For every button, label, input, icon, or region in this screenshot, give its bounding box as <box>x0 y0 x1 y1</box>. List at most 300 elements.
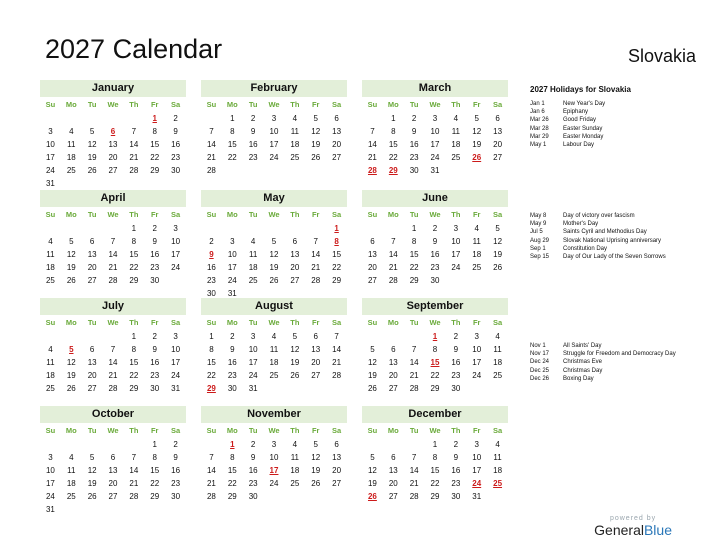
weekday-label: Tu <box>409 100 419 109</box>
week-row <box>40 451 186 464</box>
day-cell: 2 <box>173 440 178 449</box>
weekday-label: Tu <box>248 100 258 109</box>
holiday-date: Jan 1 <box>530 101 545 107</box>
weekday-label: Sa <box>331 426 342 435</box>
weekday-label: Fr <box>311 210 320 219</box>
holiday-date: Dec 25 <box>530 367 550 374</box>
holiday-row <box>530 116 680 124</box>
day-cell: 19 <box>311 466 321 475</box>
day-cell <box>201 222 222 235</box>
day-cell <box>404 438 425 451</box>
day-cell <box>404 330 425 343</box>
holiday-name: Labour Day <box>563 142 595 149</box>
day-cell: 8 <box>411 237 417 246</box>
day-cell: 28 <box>206 492 216 501</box>
day-cell: 22 <box>430 479 440 488</box>
day-cell: 7 <box>313 237 318 246</box>
weekday-label: Sa <box>170 210 181 219</box>
weekday-label: We <box>107 318 119 327</box>
day-cell: 26 <box>87 166 97 175</box>
day-cell: 27 <box>388 492 398 501</box>
day-cell: 4 <box>250 237 256 246</box>
day-cell: 14 <box>206 140 216 149</box>
day-cell: 19 <box>66 263 76 272</box>
weekday-header <box>362 207 508 222</box>
holiday-day-cell: 24 <box>472 479 482 488</box>
day-cell: 14 <box>129 140 139 149</box>
day-cell: 10 <box>269 453 279 462</box>
day-cell: 26 <box>493 263 503 272</box>
weekday-label: Mo <box>387 210 399 219</box>
day-cell: 4 <box>48 237 53 246</box>
day-cell: 30 <box>150 384 160 393</box>
day-cell: 16 <box>248 466 258 475</box>
day-cell: 23 <box>451 479 461 488</box>
day-cell: 7 <box>411 345 417 354</box>
day-cell: 4 <box>69 127 74 136</box>
holiday-row <box>530 212 680 220</box>
day-cell: 12 <box>87 466 97 475</box>
holiday-name: Day of victory over fascism <box>563 213 635 219</box>
month-april <box>40 190 186 287</box>
day-cell: 3 <box>173 332 178 341</box>
day-cell <box>383 222 404 235</box>
day-cell: 15 <box>409 250 419 259</box>
day-cell: 14 <box>388 250 398 259</box>
day-cell: 20 <box>388 479 398 488</box>
day-cell: 9 <box>230 345 235 354</box>
weekday-label: Th <box>290 210 300 219</box>
weekday-label: Fr <box>472 210 481 219</box>
day-cell: 7 <box>334 332 339 341</box>
holiday-name: Epiphany <box>563 109 589 116</box>
weekday-label: Th <box>290 426 300 435</box>
holiday-day-cell: 29 <box>388 166 398 175</box>
day-cell: 28 <box>108 276 118 285</box>
weekday-label: Sa <box>331 210 342 219</box>
day-cell: 21 <box>311 263 321 272</box>
day-cell: 31 <box>430 166 440 175</box>
day-cell: 12 <box>367 358 377 367</box>
day-cell: 29 <box>150 492 160 501</box>
weekday-label: Fr <box>311 318 320 327</box>
day-cell: 13 <box>367 250 377 259</box>
day-cell: 9 <box>432 237 438 246</box>
day-cell: 26 <box>66 276 76 285</box>
week-row <box>201 464 347 477</box>
holiday-name: Saints Cyril and Methodius Day <box>563 229 647 236</box>
day-cell: 27 <box>87 384 97 393</box>
weekday-label: Fr <box>311 426 320 435</box>
holiday-name: Mother's Day <box>563 221 599 228</box>
day-cell: 31 <box>45 179 55 188</box>
day-cell: 2 <box>152 224 157 233</box>
day-cell: 10 <box>171 237 181 246</box>
day-cell: 13 <box>108 466 118 475</box>
weekday-label: Sa <box>492 210 503 219</box>
day-cell: 26 <box>311 479 321 488</box>
day-cell: 23 <box>409 153 419 162</box>
weekday-label: Mo <box>387 100 399 109</box>
day-cell: 23 <box>248 153 258 162</box>
day-cell: 3 <box>48 453 53 462</box>
weekday-label: Sa <box>492 318 503 327</box>
day-cell: 25 <box>269 371 279 380</box>
day-cell: 11 <box>493 453 502 462</box>
day-cell: 5 <box>271 237 277 246</box>
day-cell: 8 <box>152 453 157 462</box>
weekday-label: We <box>268 100 280 109</box>
week-row <box>40 274 186 287</box>
day-cell <box>264 382 285 395</box>
holiday-row <box>530 245 680 253</box>
day-cell: 1 <box>432 440 438 449</box>
week-row <box>40 356 186 369</box>
day-cell: 11 <box>269 345 279 354</box>
day-cell <box>383 330 404 343</box>
week-row <box>362 490 508 503</box>
day-cell: 19 <box>367 479 377 488</box>
day-cell <box>243 164 264 177</box>
day-cell: 20 <box>108 153 118 162</box>
holiday-day-cell: 17 <box>269 466 279 475</box>
day-cell: 26 <box>311 153 321 162</box>
day-cell: 24 <box>227 276 237 285</box>
week-row <box>201 382 347 395</box>
day-cell <box>123 503 144 516</box>
day-cell: 5 <box>89 127 95 136</box>
holiday-date: Nov 17 <box>530 351 550 358</box>
holiday-row <box>530 358 680 366</box>
day-cell: 24 <box>248 371 258 380</box>
day-cell <box>40 438 61 451</box>
holiday-name: Christmas Day <box>563 367 603 374</box>
brand-name-part1: General <box>594 522 644 538</box>
day-cell: 17 <box>451 250 461 259</box>
week-row <box>40 369 186 382</box>
holiday-date: Mar 26 <box>530 117 549 124</box>
day-cell: 31 <box>171 384 181 393</box>
day-cell: 27 <box>108 492 118 501</box>
day-cell: 9 <box>152 237 157 246</box>
holiday-name: Boxing Day <box>563 375 594 382</box>
holiday-group <box>530 342 680 383</box>
weekday-label: Su <box>45 426 56 435</box>
day-cell: 28 <box>206 166 216 175</box>
day-cell: 22 <box>227 479 237 488</box>
weekday-label: Tu <box>409 210 419 219</box>
day-cell: 20 <box>367 263 377 272</box>
holiday-day-cell: 28 <box>367 166 377 175</box>
week-row <box>201 151 347 164</box>
month-name: April <box>40 190 186 207</box>
day-cell <box>305 382 326 395</box>
week-row <box>362 222 508 235</box>
day-cell: 23 <box>150 371 160 380</box>
day-cell: 7 <box>391 237 396 246</box>
day-cell: 19 <box>87 479 97 488</box>
day-cell: 30 <box>171 166 181 175</box>
day-cell <box>165 503 186 516</box>
day-cell: 19 <box>290 358 300 367</box>
day-cell: 20 <box>332 466 342 475</box>
weekday-label: Sa <box>170 100 181 109</box>
day-cell <box>144 503 165 516</box>
holiday-day-cell: 1 <box>432 332 438 341</box>
weekday-header <box>362 315 508 330</box>
day-cell: 6 <box>89 237 95 246</box>
day-cell: 19 <box>66 371 76 380</box>
week-row <box>40 235 186 248</box>
day-cell: 18 <box>248 263 258 272</box>
week-row <box>40 438 186 451</box>
day-cell: 24 <box>430 153 440 162</box>
day-cell: 21 <box>206 153 216 162</box>
day-cell <box>487 382 508 395</box>
day-cell: 13 <box>290 250 300 259</box>
holiday-date: Sep 1 <box>530 245 546 252</box>
day-cell: 31 <box>227 289 237 298</box>
day-cell: 1 <box>391 114 396 123</box>
week-row <box>40 125 186 138</box>
day-cell <box>61 222 82 235</box>
day-cell <box>466 382 487 395</box>
day-cell: 20 <box>388 371 398 380</box>
day-cell: 28 <box>129 166 139 175</box>
day-cell: 12 <box>472 127 482 136</box>
day-cell: 28 <box>332 371 342 380</box>
holiday-day-cell: 1 <box>334 224 339 233</box>
day-cell: 13 <box>332 127 342 136</box>
weekday-label: Su <box>206 426 217 435</box>
day-cell: 16 <box>150 250 160 259</box>
day-cell: 15 <box>227 466 237 475</box>
day-cell <box>264 222 285 235</box>
weekday-label: We <box>107 210 119 219</box>
holiday-date: May 1 <box>530 142 547 149</box>
day-cell <box>61 438 82 451</box>
month-march <box>362 80 508 177</box>
day-cell <box>103 438 124 451</box>
day-cell: 25 <box>472 263 482 272</box>
day-cell: 16 <box>451 358 461 367</box>
day-cell <box>61 503 82 516</box>
holiday-row <box>530 342 680 350</box>
month-february <box>201 80 347 177</box>
day-cell <box>61 177 82 190</box>
week-row <box>40 138 186 151</box>
holiday-row <box>530 100 680 108</box>
weekday-label: Fr <box>472 426 481 435</box>
day-cell <box>222 164 243 177</box>
week-row <box>201 343 347 356</box>
day-cell: 22 <box>430 371 440 380</box>
day-cell: 10 <box>269 127 279 136</box>
week-row <box>201 222 347 235</box>
day-cell <box>362 438 383 451</box>
day-cell: 14 <box>206 466 216 475</box>
day-cell: 7 <box>370 127 375 136</box>
day-cell: 7 <box>131 127 137 136</box>
day-cell: 25 <box>45 276 55 285</box>
day-cell: 25 <box>66 166 76 175</box>
day-cell <box>362 222 383 235</box>
day-cell: 27 <box>388 384 398 393</box>
weekday-label: Tu <box>87 426 97 435</box>
week-row <box>362 248 508 261</box>
weekday-header <box>201 423 347 438</box>
weekday-label: Su <box>367 426 378 435</box>
day-cell: 12 <box>311 127 321 136</box>
day-cell <box>284 222 305 235</box>
day-cell: 22 <box>332 263 342 272</box>
week-row <box>40 112 186 125</box>
day-cell <box>362 112 383 125</box>
day-cell: 20 <box>311 358 321 367</box>
day-cell: 21 <box>108 263 118 272</box>
day-cell: 23 <box>206 276 216 285</box>
day-cell: 29 <box>227 492 237 501</box>
weekday-label: Sa <box>492 100 503 109</box>
day-cell: 24 <box>269 153 279 162</box>
day-cell: 25 <box>290 479 300 488</box>
day-cell: 2 <box>230 332 235 341</box>
day-cell: 20 <box>87 371 97 380</box>
day-cell: 27 <box>87 276 97 285</box>
week-row <box>201 451 347 464</box>
day-cell: 11 <box>46 358 55 367</box>
day-cell: 20 <box>87 263 97 272</box>
day-cell: 13 <box>311 345 321 354</box>
holiday-date: Sep 15 <box>530 254 550 261</box>
month-name: February <box>201 80 347 97</box>
day-cell: 21 <box>367 153 377 162</box>
day-cell: 16 <box>409 140 419 149</box>
day-cell: 30 <box>451 492 461 501</box>
day-cell: 16 <box>227 358 237 367</box>
week-row <box>201 125 347 138</box>
day-cell: 2 <box>152 332 157 341</box>
day-cell: 26 <box>290 371 300 380</box>
day-cell <box>165 177 186 190</box>
day-cell: 21 <box>108 371 118 380</box>
day-cell: 15 <box>150 140 160 149</box>
day-cell <box>445 274 466 287</box>
weekday-label: Tu <box>87 318 97 327</box>
day-cell: 15 <box>388 140 398 149</box>
day-cell: 3 <box>271 114 277 123</box>
week-row <box>40 477 186 490</box>
holiday-date: Nov 1 <box>530 343 546 349</box>
weekday-label: Fr <box>472 318 481 327</box>
weekday-label: We <box>107 426 119 435</box>
holiday-group <box>530 100 680 149</box>
day-cell: 6 <box>334 114 339 123</box>
day-cell: 4 <box>292 440 298 449</box>
week-row <box>362 112 508 125</box>
weekday-label: Su <box>206 318 217 327</box>
day-cell: 4 <box>69 453 74 462</box>
day-cell: 14 <box>367 140 377 149</box>
day-cell: 5 <box>313 114 318 123</box>
brand-name-part2: Blue <box>643 522 672 538</box>
day-cell: 14 <box>311 250 321 259</box>
holiday-group <box>530 212 680 261</box>
day-cell: 5 <box>474 114 479 123</box>
week-row <box>201 490 347 503</box>
day-cell: 20 <box>493 140 503 149</box>
holiday-date: Mar 29 <box>530 133 549 140</box>
day-cell: 1 <box>411 224 417 233</box>
holiday-name: Good Friday <box>563 117 597 124</box>
holiday-day-cell: 26 <box>367 492 377 501</box>
day-cell: 26 <box>87 492 97 501</box>
weekday-label: Su <box>206 210 217 219</box>
weekday-label: Sa <box>331 100 342 109</box>
day-cell: 26 <box>367 384 377 393</box>
weekday-label: Tu <box>87 210 97 219</box>
day-cell: 24 <box>472 371 482 380</box>
day-cell: 29 <box>430 384 440 393</box>
weekday-header <box>40 423 186 438</box>
day-cell <box>305 222 326 235</box>
day-cell: 12 <box>367 466 377 475</box>
day-cell: 7 <box>411 453 417 462</box>
day-cell: 8 <box>230 453 235 462</box>
day-cell: 9 <box>250 453 256 462</box>
day-cell: 1 <box>131 224 137 233</box>
day-cell: 7 <box>209 127 214 136</box>
day-cell: 5 <box>313 440 318 449</box>
day-cell: 2 <box>453 332 459 341</box>
day-cell: 25 <box>451 153 461 162</box>
day-cell <box>82 112 103 125</box>
day-cell: 7 <box>110 345 116 354</box>
week-row <box>201 112 347 125</box>
holiday-date: Jul 5 <box>530 229 543 236</box>
weekday-label: Sa <box>331 318 342 327</box>
day-cell: 1 <box>230 114 235 123</box>
day-cell: 25 <box>45 384 55 393</box>
week-row <box>40 343 186 356</box>
holiday-row <box>530 108 680 116</box>
day-cell: 1 <box>131 332 137 341</box>
day-cell: 18 <box>290 466 300 475</box>
day-cell: 26 <box>66 384 76 393</box>
month-name: March <box>362 80 508 97</box>
week-row <box>40 464 186 477</box>
day-cell: 20 <box>108 479 118 488</box>
day-cell: 28 <box>311 276 321 285</box>
day-cell: 21 <box>388 263 398 272</box>
day-cell: 13 <box>388 358 398 367</box>
week-row <box>40 382 186 395</box>
day-cell: 14 <box>332 345 342 354</box>
day-cell: 29 <box>430 492 440 501</box>
weekday-label: We <box>268 210 280 219</box>
day-cell: 23 <box>171 153 181 162</box>
holiday-day-cell: 9 <box>209 250 214 259</box>
day-cell: 21 <box>206 479 216 488</box>
day-cell: 31 <box>45 505 55 514</box>
holiday-name: All Saints' Day <box>563 343 602 349</box>
day-cell: 10 <box>430 127 440 136</box>
day-cell: 2 <box>453 440 459 449</box>
day-cell: 25 <box>248 276 258 285</box>
weekday-label: Tu <box>409 426 419 435</box>
day-cell <box>82 177 103 190</box>
day-cell: 13 <box>493 127 503 136</box>
